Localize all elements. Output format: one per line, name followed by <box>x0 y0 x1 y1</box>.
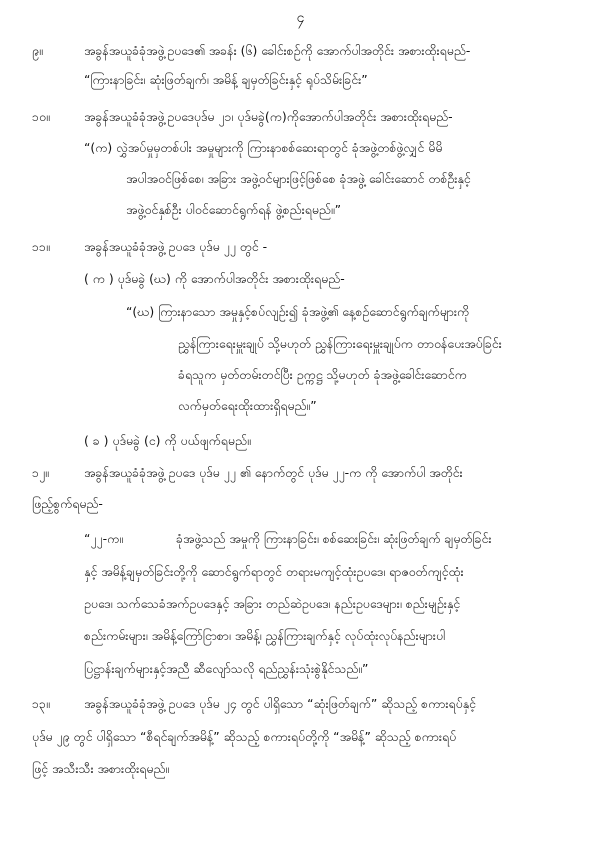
text-line: ( က ) ပုဒ်မခွဲ (ဃ) ကို အောက်ပါအတိုင်း အစားထိုးရမည်- <box>84 271 345 286</box>
text-line: ဥပဒေ၊ သက်သေခံအက်ဥပဒေနှင့် အခြား တည်ဆဲဥပဒေ၊ နည်းဥပဒေများ၊ စည်းမျဉ်းနှင့် <box>84 596 461 611</box>
text-line: ဖြင့် အသီးသီး အစားထိုးရမည်။ <box>32 761 170 776</box>
text-line: “၂၂-က။ <box>84 531 123 546</box>
text-line: အခွန်အယူခံခုံအဖွဲ့ ဥပဒေ ပုဒ်မ ၂၄ တွင် ပါရှိသော “ဆုံးဖြတ်ချက်” ဆိုသည့် စကားရပ်နှင့် <box>84 696 476 711</box>
text-line: “(က) လွှဲအပ်မှုမှတစ်ပါး အမှုများကို ကြားနာစစ်ဆေးရာတွင် ခုံအဖွဲ့တစ်ဖွဲ့လျှင် မိမိ <box>84 140 443 155</box>
section-number: ၁၀။ <box>32 109 50 124</box>
text-line: ညွှန်ကြားရေးမှူးချုပ် သို့မဟုတ် ညွှန်ကြားရေးမှူးချုပ်က တာဝန်ပေးအပ်ခြင်း <box>178 336 502 351</box>
text-line: အခွန်အယူခံခုံအဖွဲ့ ဥပဒေ ပုဒ်မ ၂၂ တွင် - <box>84 239 268 254</box>
text-line: အပါအဝင်ဖြစ်စေ၊ အခြား အဖွဲ့ဝင်များဖြင့်ဖြစ်စေ ခုံအဖွဲ့ ခေါင်းဆောင် တစ်ဦးနှင့် <box>126 171 471 186</box>
text-line: အခွန်အယူခံခုံအဖွဲ့ဥပဒေ၏ အခန်း (၆) ခေါင်းစဉ်ကို အောက်ပါအတိုင်း အစားထိုးရမည်- <box>84 43 471 58</box>
text-line: အခွန်အယူခံခုံအဖွဲ့ ဥပဒေ ပုဒ်မ ၂၂ ၏ နောက်တွင် ပုဒ်မ ၂၂-က ကို အောက်ပါ အတိုင်း <box>84 465 463 480</box>
section-number: ၁၃။ <box>32 696 50 711</box>
text-line: အခွန်အယူခံခုံအဖွဲ့ဥပဒေပုဒ်မ ၂၁၊ ပုဒ်မခွဲ(က)ကိုအောက်ပါအတိုင်း အစားထိုးရမည်- <box>84 109 453 124</box>
section-number: ၉။ <box>32 43 43 58</box>
section-number: ၁၁။ <box>32 239 50 254</box>
text-line: ပုဒ်မ ၂၉ တွင် ပါရှိသော “စီရင်ချက်အမိန့်” ဆိုသည့် စကားရပ်တို့ကို “အမိန့်” ဆိုသည့် စကားရပ် <box>32 729 457 744</box>
text-line: နှင့် အမိန့်ချမှတ်ခြင်းတို့ကို ဆောင်ရွက်ရာတွင် တရားမကျင့်ထုံးဥပဒေ၊ ရာဇဝတ်ကျင့်ထုံး <box>84 564 464 579</box>
text-line: အဖွဲ့ဝင်နှစ်ဦး ပါဝင်ဆောင်ရွက်ရန် ဖွဲ့စည်းရမည်။” <box>126 202 342 217</box>
text-line: ဖြည့်စွက်ရမည်- <box>32 496 103 511</box>
text-line: “ကြားနာခြင်း၊ ဆုံးဖြတ်ချက်၊ အမိန့် ချမှတ်ခြင်းနှင့် ရုပ်သိမ်းခြင်း” <box>84 72 368 87</box>
text-line: လက်မှတ်ရေးထိုးထားရှိရမည်။” <box>178 398 317 413</box>
section-number: ၁၂။ <box>32 465 49 480</box>
text-line: ခံရသူက မှတ်တမ်းတင်ပြီး ဥက္ကဋ္ဌ သို့မဟုတ် ခုံအဖွဲ့ခေါင်းဆောင်က <box>178 367 467 382</box>
text-line: ( ခ ) ပုဒ်မခွဲ (င) ကို ပယ်ဖျက်ရမည်။ <box>84 433 251 448</box>
page-number: ၄ <box>296 10 305 26</box>
text-line: ပြဋ္ဌာန်းချက်များနှင့်အညီ ဆီလျော်သလို ရည်ညွှန်းသုံးစွဲနိုင်သည်။” <box>84 661 369 676</box>
text-line: ခုံအဖွဲ့သည် အမှုကို ကြားနာခြင်း၊ စစ်ဆေးခြင်း၊ ဆုံးဖြတ်ချက် ချမှတ်ခြင်း <box>176 531 492 546</box>
text-line: “(ဃ) ကြားနာသော အမှုနှင့်စပ်လျဉ်း၍ ခုံအဖွဲ့၏ နေ့စဉ်ဆောင်ရွက်ချက်များကို <box>126 304 470 319</box>
text-line: စည်းကမ်းများ၊ အမိန့်ကြော်ငြာစာ၊ အမိန့်၊ ညွှန်ကြားချက်နှင့် လုပ်ထုံးလုပ်နည်းများပါ <box>84 628 446 643</box>
